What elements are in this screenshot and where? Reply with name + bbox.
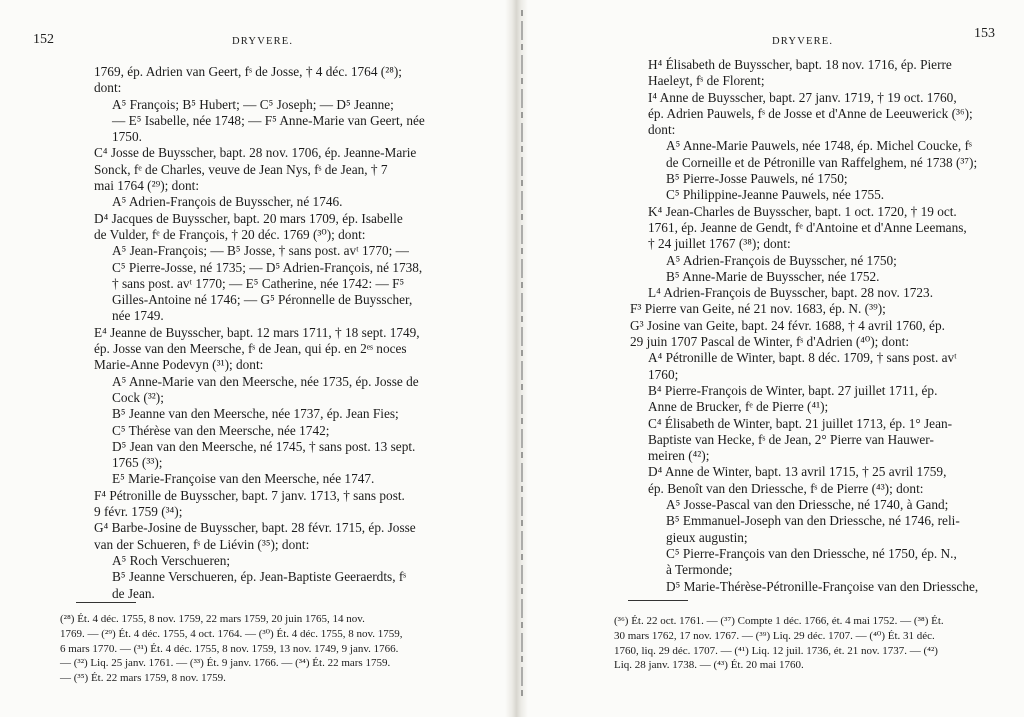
left-page — [0, 0, 505, 717]
text-line: C⁵ Pierre-Josse, né 1735; — D⁵ Adrien-François, né 1738, — [112, 259, 423, 275]
footnote-line: 6 mars 1770. — (³¹) Ét. 4 déc. 1755, 8 nov. 1759, 13 nov. 1749, 9 janv. 1766. — [60, 642, 399, 655]
text-line: A⁵ Adrien-François de Buysscher, né 1750; — [666, 252, 897, 268]
footnote-line: — (³²) Liq. 25 janv. 1761. — (³³) Ét. 9 janv. 1766. — (³⁴) Ét. 22 mars 1759. — [60, 657, 391, 670]
text-line: G³ Josine van Geite, bapt. 24 févr. 1688, † 4 avril 1760, ép. — [630, 317, 945, 333]
text-line: F⁴ Pétronille de Buysscher, bapt. 7 janv. 1713, † sans post. — [94, 487, 405, 503]
text-line: H⁴ Élisabeth de Buysscher, bapt. 18 nov. 1716, ép. Pierre — [648, 57, 952, 72]
text-line: A⁵ Anne-Marie van den Meersche, née 1735, ép. Josse de — [112, 373, 419, 389]
text-line: Gilles-Antoine né 1746; — G⁵ Péronnelle de Buysscher, — [112, 292, 413, 308]
text-line: 1769, ép. Adrien van Geert, fˢ de Josse, † 4 déc. 1764 (²⁸); — [94, 64, 402, 79]
text-line: A⁵ Anne-Marie Pauwels, née 1748, ép. Michel Coucke, fˢ — [666, 138, 972, 154]
text-line: B⁴ Pierre-François de Winter, bapt. 27 juillet 1711, ép. — [648, 382, 938, 398]
text-line: C⁴ Élisabeth de Winter, bapt. 21 juillet 1713, ép. 1° Jean- — [648, 415, 953, 431]
text-line: meiren (⁴²); — [648, 448, 710, 464]
text-line: 1760; — [648, 366, 679, 382]
text-line: B⁵ Emmanuel-Joseph van den Driessche, né 1746, reli- — [666, 513, 960, 529]
text-line: F³ Pierre van Geite, né 21 nov. 1683, ép. N. (³⁹); — [630, 301, 886, 317]
text-line: Marie-Anne Podevyn (³¹); dont: — [94, 357, 264, 373]
text-line: Sonck, fᵉ de Charles, veuve de Jean Nys, fˢ de Jean, † 7 — [94, 161, 388, 177]
text-line: D⁵ Jean van den Meersche, né 1745, † sans post. 13 sept. — [112, 438, 416, 454]
text-line: van der Schueren, fˢ de Liévin (³⁵); dont: — [94, 536, 310, 552]
footnotes — [614, 614, 1019, 673]
text-line: A⁵ Roch Verschueren; — [112, 552, 231, 568]
page-number: 152 — [33, 32, 54, 47]
footnote-line: (²⁸) Ét. 4 déc. 1755, 8 nov. 1759, 22 mars 1759, 20 juin 1765, 14 nov. — [60, 613, 365, 625]
page-body — [76, 64, 496, 602]
text-line: E⁵ Marie-Françoise van den Meersche, née 1747. — [112, 471, 375, 487]
text-line: ép. Josse van den Meersche, fˢ de Jean, qui ép. en 2ᵉˢ noces — [94, 341, 407, 357]
footnote-rule — [628, 600, 688, 601]
binding-shadow — [521, 10, 523, 700]
text-line: 29 juin 1707 Pascal de Winter, fˢ d'Adrien (⁴⁰); dont: — [630, 334, 910, 350]
footnote-line: Liq. 28 janv. 1738. — (⁴³) Ét. 20 mai 1760. — [614, 659, 804, 672]
text-line: G⁴ Barbe-Josine de Buysscher, bapt. 28 févr. 1715, ép. Josse — [94, 520, 416, 536]
text-line: ép. Benoît van den Driessche, fˢ de Pierre (⁴³); dont: — [648, 480, 924, 496]
text-line: I⁴ Anne de Buysscher, bapt. 27 janv. 1719, † 19 oct. 1760, — [648, 89, 957, 105]
text-line: C⁴ Josse de Buysscher, bapt. 28 nov. 1706, ép. Jeanne-Marie — [94, 145, 417, 161]
running-header: DRYVERE. — [772, 36, 834, 47]
text-line: B⁵ Jeanne van den Meersche, née 1737, ép. Jean Fies; — [112, 406, 399, 422]
text-line: Haeleyt, fˢ de Florent; — [648, 73, 765, 89]
text-line: de Corneille et de Pétronille van Raffelghem, né 1738 (³⁷); — [666, 154, 978, 170]
footnote-rule — [76, 602, 136, 603]
text-line: K⁴ Jean-Charles de Buysscher, bapt. 1 oct. 1720, † 19 oct. — [648, 203, 957, 219]
text-line: C⁵ Philippine-Jeanne Pauwels, née 1755. — [666, 187, 885, 203]
text-line: A⁵ Jean-François; — B⁵ Josse, † sans post. avᵗ 1770; — — [112, 243, 409, 259]
running-header: DRYVERE. — [232, 36, 294, 47]
text-line: 1761, ép. Jeanne de Gendt, fᵉ d'Antoine et d'Anne Leemans, — [648, 219, 967, 235]
text-line: ép. Adrien Pauwels, fˢ de Josse et d'Anne de Leeuwerick (³⁶); — [648, 105, 973, 121]
right-page — [528, 0, 1024, 717]
text-line: A⁵ Adrien-François de Buysscher, né 1746. — [112, 194, 343, 210]
text-line: B⁵ Jeanne Verschueren, ép. Jean-Baptiste Geeraerdts, fˢ — [112, 569, 407, 585]
text-line: née 1749. — [112, 308, 164, 324]
page-body — [630, 57, 1020, 595]
text-line: † 24 juillet 1767 (³⁸); dont: — [648, 236, 791, 252]
text-line: 1750. — [112, 129, 142, 145]
text-line: 9 févr. 1759 (³⁴); — [94, 504, 183, 520]
text-line: — E⁵ Isabelle, née 1748; — F⁵ Anne-Marie van Geert, née — [112, 112, 425, 128]
text-line: de Vulder, fᵉ de François, † 20 déc. 1769 (³⁰); dont: — [94, 226, 366, 242]
text-line: † sans post. avᵗ 1770; — E⁵ Catherine, née 1742: — F⁵ — [112, 275, 405, 291]
book-gutter — [505, 0, 528, 717]
text-line: A⁴ Pétronille de Winter, bapt. 8 déc. 1709, † sans post. avᵗ — [648, 350, 957, 366]
text-line: C⁵ Thérèse van den Meersche, née 1742; — [112, 422, 330, 438]
text-line: B⁵ Pierre-Josse Pauwels, né 1750; — [666, 171, 848, 187]
text-line: mai 1764 (²⁹); dont: — [94, 178, 200, 194]
footnotes — [60, 612, 500, 686]
text-line: B⁵ Anne-Marie de Buysscher, née 1752. — [666, 268, 880, 284]
text-line: Baptiste van Hecke, fˢ de Jean, 2° Pierre van Hauwer- — [648, 431, 934, 447]
text-line: dont: — [94, 80, 122, 96]
text-line: C⁵ Pierre-François van den Driessche, né 1750, ép. N., — [666, 545, 957, 561]
text-line: D⁴ Jacques de Buysscher, bapt. 20 mars 1709, ép. Isabelle — [94, 210, 403, 226]
text-line: E⁴ Jeanne de Buysscher, bapt. 12 mars 1711, † 18 sept. 1749, — [94, 324, 420, 340]
footnote-line: 30 mars 1762, 17 nov. 1767. — (³⁹) Liq. 29 déc. 1707. — (⁴⁰) Ét. 31 déc. — [614, 629, 935, 642]
text-line: à Termonde; — [666, 562, 733, 578]
text-line: de Jean. — [112, 585, 155, 601]
footnote-line: (³⁶) Ét. 22 oct. 1761. — (³⁷) Compte 1 déc. 1766, ét. 4 mai 1752. — (³⁸) Ét. — [614, 615, 944, 627]
text-line: A⁵ François; B⁵ Hubert; — C⁵ Joseph; — D⁵ Jeanne; — [112, 96, 394, 112]
text-line: Anne de Brucker, fᵉ de Pierre (⁴¹); — [648, 399, 829, 415]
footnote-line: — (³⁵) Ét. 22 mars 1759, 8 nov. 1759. — [60, 672, 226, 685]
text-line: D⁵ Marie-Thérèse-Pétronille-Françoise van den Driessche, — [666, 578, 979, 594]
text-line: gieux augustin; — [666, 529, 748, 545]
footnote-line: 1769. — (²⁹) Ét. 4 déc. 1755, 4 oct. 1764. — (³⁰) Ét. 4 déc. 1755, 8 nov. 1759, — [60, 627, 403, 640]
text-line: D⁴ Anne de Winter, bapt. 13 avril 1715, † 25 avril 1759, — [648, 464, 947, 480]
text-line: dont: — [648, 122, 676, 138]
text-line: Cock (³²); — [112, 389, 164, 405]
text-line: A⁵ Josse-Pascal van den Driessche, né 1740, à Gand; — [666, 497, 949, 513]
text-line: 1765 (³³); — [112, 455, 163, 471]
page-number: 153 — [974, 26, 995, 41]
text-line: L⁴ Adrien-François de Buysscher, bapt. 28 nov. 1723. — [648, 285, 934, 301]
footnote-line: 1760, liq. 29 déc. 1707. — (⁴¹) Liq. 12 juil. 1736, ét. 21 nov. 1737. — (⁴²) — [614, 644, 938, 657]
